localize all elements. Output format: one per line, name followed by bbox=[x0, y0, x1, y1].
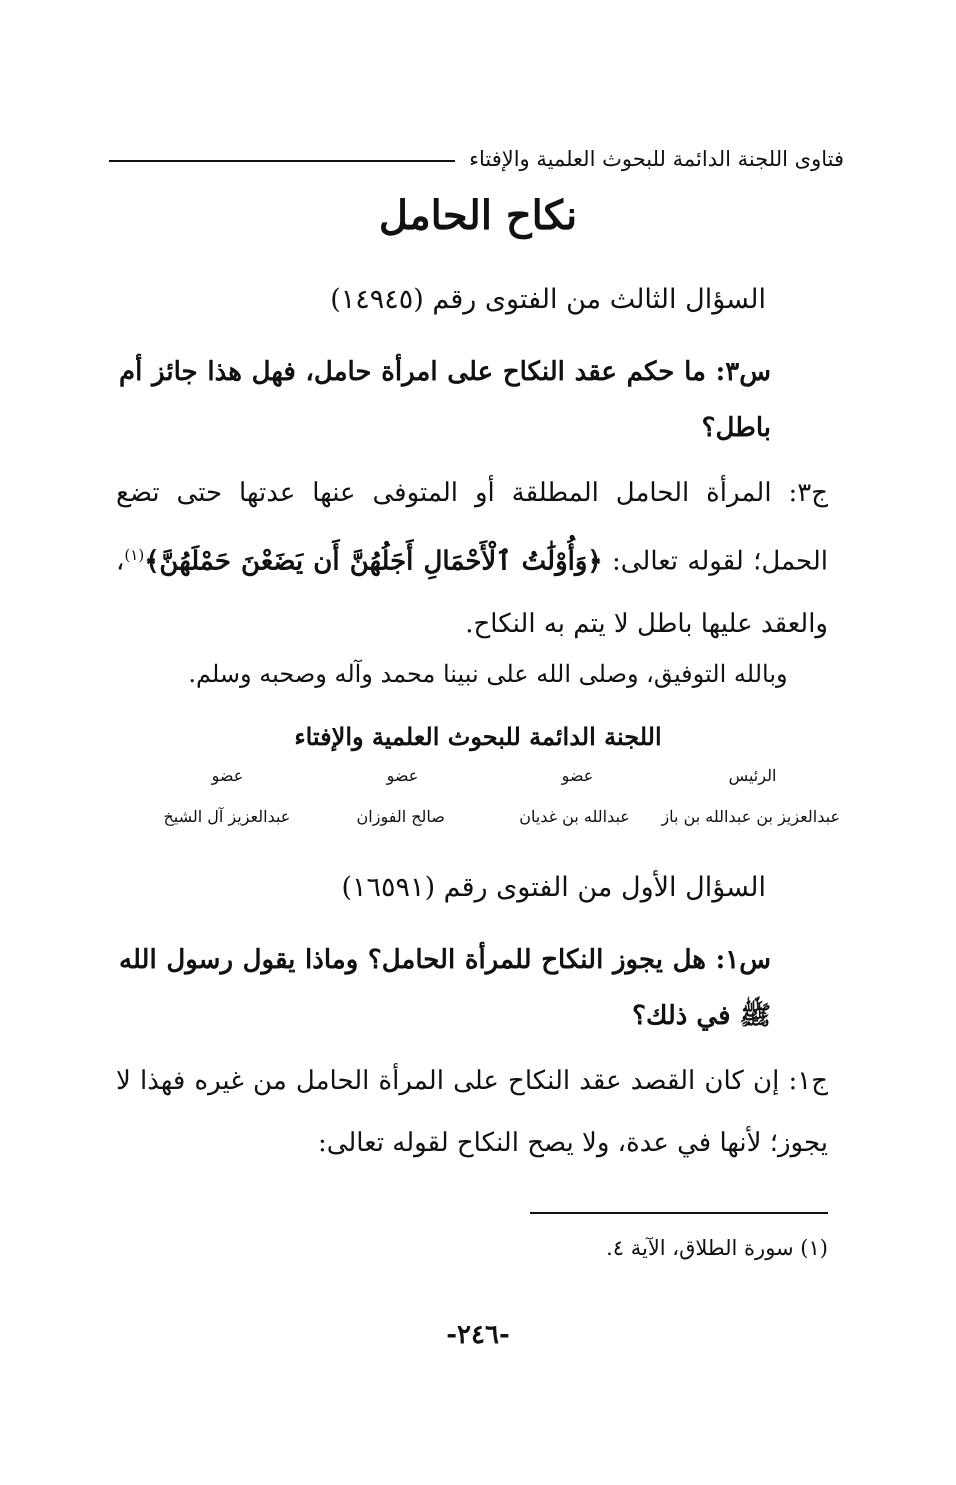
signatory-role: عضو bbox=[561, 766, 594, 785]
committee-name: اللجنة الدائمة للبحوث العلمية والإفتاء bbox=[294, 722, 662, 751]
fatwa1-answer bbox=[116, 462, 828, 655]
fatwa2-intro: السؤال الأول من الفتوى رقم (١٦٥٩١) bbox=[341, 872, 766, 903]
signatory-name: عبدالعزيز بن عبدالله بن باز bbox=[661, 807, 840, 826]
signatory-roles bbox=[140, 766, 840, 785]
footnote-rule bbox=[530, 1212, 828, 1214]
header-rule bbox=[109, 160, 455, 162]
signatory-name: عبدالعزيز آل الشيخ bbox=[163, 807, 291, 826]
fatwa2-answer: ج١: إن كان القصد عقد النكاح على المرأة الحامل من غيره فهذا لا يجوز؛ لأنها في عدة، ولا يصح النكاح لقوله تعالى: bbox=[116, 1066, 828, 1158]
footnote-mark: (١) bbox=[124, 546, 145, 564]
signatory-names bbox=[140, 807, 840, 826]
signatory-role: عضو bbox=[211, 766, 244, 785]
running-header bbox=[109, 142, 844, 176]
fatwa2-question: س١: هل يجوز النكاح للمرأة الحامل؟ وماذا يقول رسول الله ﷺ في ذلك؟ bbox=[119, 945, 771, 1031]
fatwa1-answer-part1: ج٣: المرأة الحامل المطلقة أو المتوفى عنها عدتها حتى تضع الحمل؛ لقوله تعالى: bbox=[116, 478, 828, 577]
closing-formula: وبالله التوفيق، وصلى الله على نبينا محمد وآله وصحبه وسلم. bbox=[188, 660, 788, 688]
signatory-name: صالح الفوزان bbox=[356, 807, 445, 826]
quran-verse: ﴿وَأُوْلَٰتُ ٱلْأَحْمَالِ أَجَلُهُنَّ أَن يَضَعْنَ حَمْلَهُنَّ﴾ bbox=[144, 546, 603, 577]
fatwa1-question: س٣: ما حكم عقد النكاح على امرأة حامل، فهل هذا جائز أم باطل؟ bbox=[119, 357, 771, 443]
page-number: -٢٤٦- bbox=[446, 1320, 510, 1350]
fatwa1-intro: السؤال الثالث من الفتوى رقم (١٤٩٤٥) bbox=[330, 284, 766, 315]
signatory-role: الرئيس bbox=[728, 766, 777, 785]
page-title: نكاح الحامل bbox=[378, 192, 578, 239]
signatory-role: عضو bbox=[386, 766, 419, 785]
fatwa1-answer-part2: ، والعقد عليها باطل لا يتم به النكاح. bbox=[116, 546, 828, 639]
footnote: (١) سورة الطلاق، الآية ٤. bbox=[606, 1236, 828, 1260]
signatory-name: عبدالله بن غديان bbox=[519, 807, 630, 826]
running-title: فتاوى اللجنة الدائمة للبحوث العلمية والإفتاء bbox=[469, 147, 844, 171]
